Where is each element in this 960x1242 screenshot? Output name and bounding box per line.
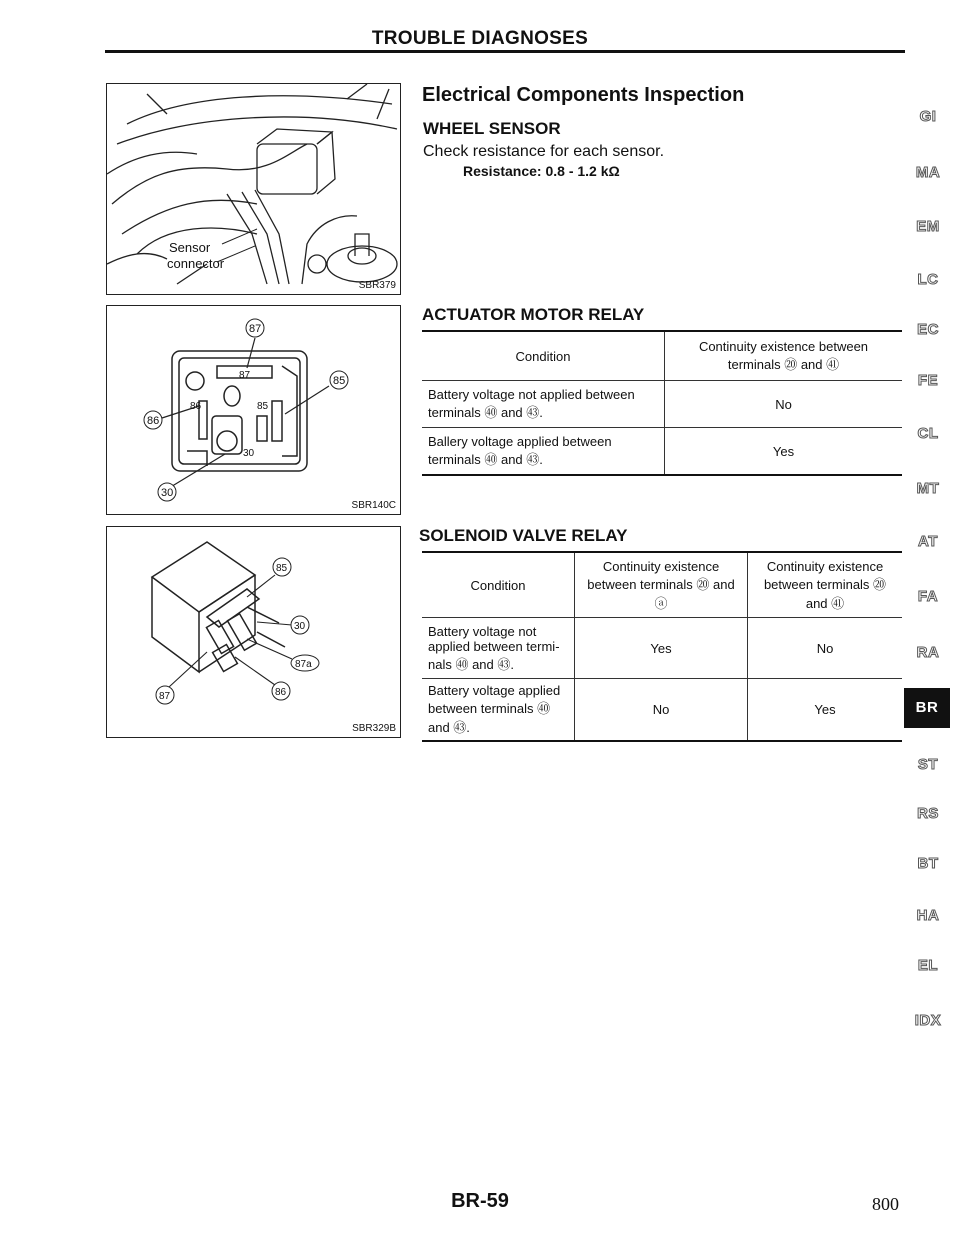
row-result-2: No: [748, 618, 903, 679]
terminal-86-badge: 86: [275, 687, 287, 698]
row-result-1: No: [575, 679, 748, 742]
side-tab-mt[interactable]: MT: [916, 480, 940, 497]
row-result-2: Yes: [748, 679, 903, 742]
side-tab-ec[interactable]: EC: [917, 321, 939, 338]
actuator-table: [422, 330, 902, 476]
side-tab-ra[interactable]: RA: [916, 644, 940, 661]
terminal-86-badge: 86: [147, 415, 160, 427]
wheel-sensor-heading: WHEEL SENSOR: [423, 119, 561, 138]
terminal-85-badge: 85: [333, 375, 346, 387]
side-tab-br[interactable]: BR: [904, 688, 950, 728]
side-tab-fe[interactable]: FE: [917, 372, 939, 389]
header-continuity-1: Continuity existence between terminals ⑳ and ⓐ: [575, 552, 748, 618]
side-tab-el[interactable]: EL: [917, 957, 939, 974]
row-condition: Battery voltage not applied between terminals ㊵ and ㊸.: [422, 381, 665, 428]
side-tab-at[interactable]: AT: [918, 533, 938, 550]
side-tab-ha[interactable]: HA: [916, 907, 940, 924]
side-tab-fa[interactable]: FA: [917, 588, 939, 605]
side-tab-idx[interactable]: IDX: [914, 1012, 942, 1029]
resistance-spec: Resistance: 0.8 - 1.2 kΩ: [463, 163, 620, 179]
terminal-85-badge: 85: [276, 563, 288, 574]
terminal-30-badge: 30: [161, 487, 174, 499]
relay-85-label: 85: [257, 401, 269, 412]
table-row: [422, 618, 902, 679]
relay-87-label: 87: [239, 370, 251, 381]
solenoid-table: [422, 551, 902, 742]
side-tab-lc[interactable]: LC: [917, 271, 939, 288]
wheel-sensor-illustration: [107, 84, 400, 294]
table-row: [422, 679, 902, 742]
solenoid-heading: SOLENOID VALVE RELAY: [419, 526, 628, 545]
figure-wheel-sensor: [106, 83, 401, 295]
table-row: [422, 428, 902, 476]
row-result: Yes: [665, 428, 903, 476]
figure-code: SBR140C: [351, 500, 396, 511]
figure-solenoid-relay: [106, 526, 401, 738]
figure-code: SBR329B: [352, 723, 396, 734]
row-condition: Battery voltage not applied between termi- nals ㊵ and ㊸.: [422, 618, 575, 679]
figure-actuator-relay: [106, 305, 401, 515]
row-condition: Battery voltage applied between terminals ㊵ and ㊸.: [422, 679, 575, 742]
side-tab-gi[interactable]: GI: [919, 108, 937, 125]
header-continuity: Continuity existence between terminals ⑳ and ㊶: [665, 331, 903, 381]
solenoid-relay-illustration: [107, 527, 400, 737]
table-header-row: [422, 331, 902, 381]
terminal-30-badge: 30: [294, 621, 306, 632]
connector-label: connector: [167, 256, 225, 271]
side-tab-rs[interactable]: RS: [917, 805, 939, 822]
side-tab-em[interactable]: EM: [916, 218, 940, 235]
page-code: BR-59: [451, 1190, 509, 1212]
side-tab-st[interactable]: ST: [917, 756, 939, 773]
side-tab-bt[interactable]: BT: [917, 855, 939, 872]
side-tab-cl[interactable]: CL: [917, 425, 939, 442]
side-tab-ma[interactable]: MA: [915, 164, 941, 181]
actuator-heading: ACTUATOR MOTOR RELAY: [422, 305, 645, 324]
sensor-label: Sensor: [169, 240, 211, 255]
figure-code: SBR379: [358, 280, 396, 291]
header-continuity-2: Continuity existence between terminals ⑳ and ㊶: [748, 552, 903, 618]
header-condition: Condition: [422, 331, 665, 381]
terminal-87-badge: 87: [249, 323, 262, 335]
wheel-sensor-text: Check resistance for each sensor.: [423, 143, 665, 160]
header-condition: Condition: [422, 552, 575, 618]
relay-86-label: 86: [190, 401, 202, 412]
page-header-title: TROUBLE DIAGNOSES: [371, 28, 589, 49]
table-row: [422, 381, 902, 428]
terminal-87-badge: 87: [159, 691, 171, 702]
section-title: Electrical Components Inspection: [422, 84, 745, 106]
row-result-1: Yes: [575, 618, 748, 679]
table-header-row: [422, 552, 902, 618]
page-number: 800: [872, 1194, 899, 1214]
relay-30-label: 30: [243, 448, 255, 459]
row-condition: Ballery voltage applied between terminals ㊵ and ㊸.: [422, 428, 665, 476]
actuator-relay-illustration: [107, 306, 400, 514]
row-result: No: [665, 381, 903, 428]
header-rule: [105, 50, 905, 53]
terminal-87a-badge: 87a: [295, 659, 312, 670]
